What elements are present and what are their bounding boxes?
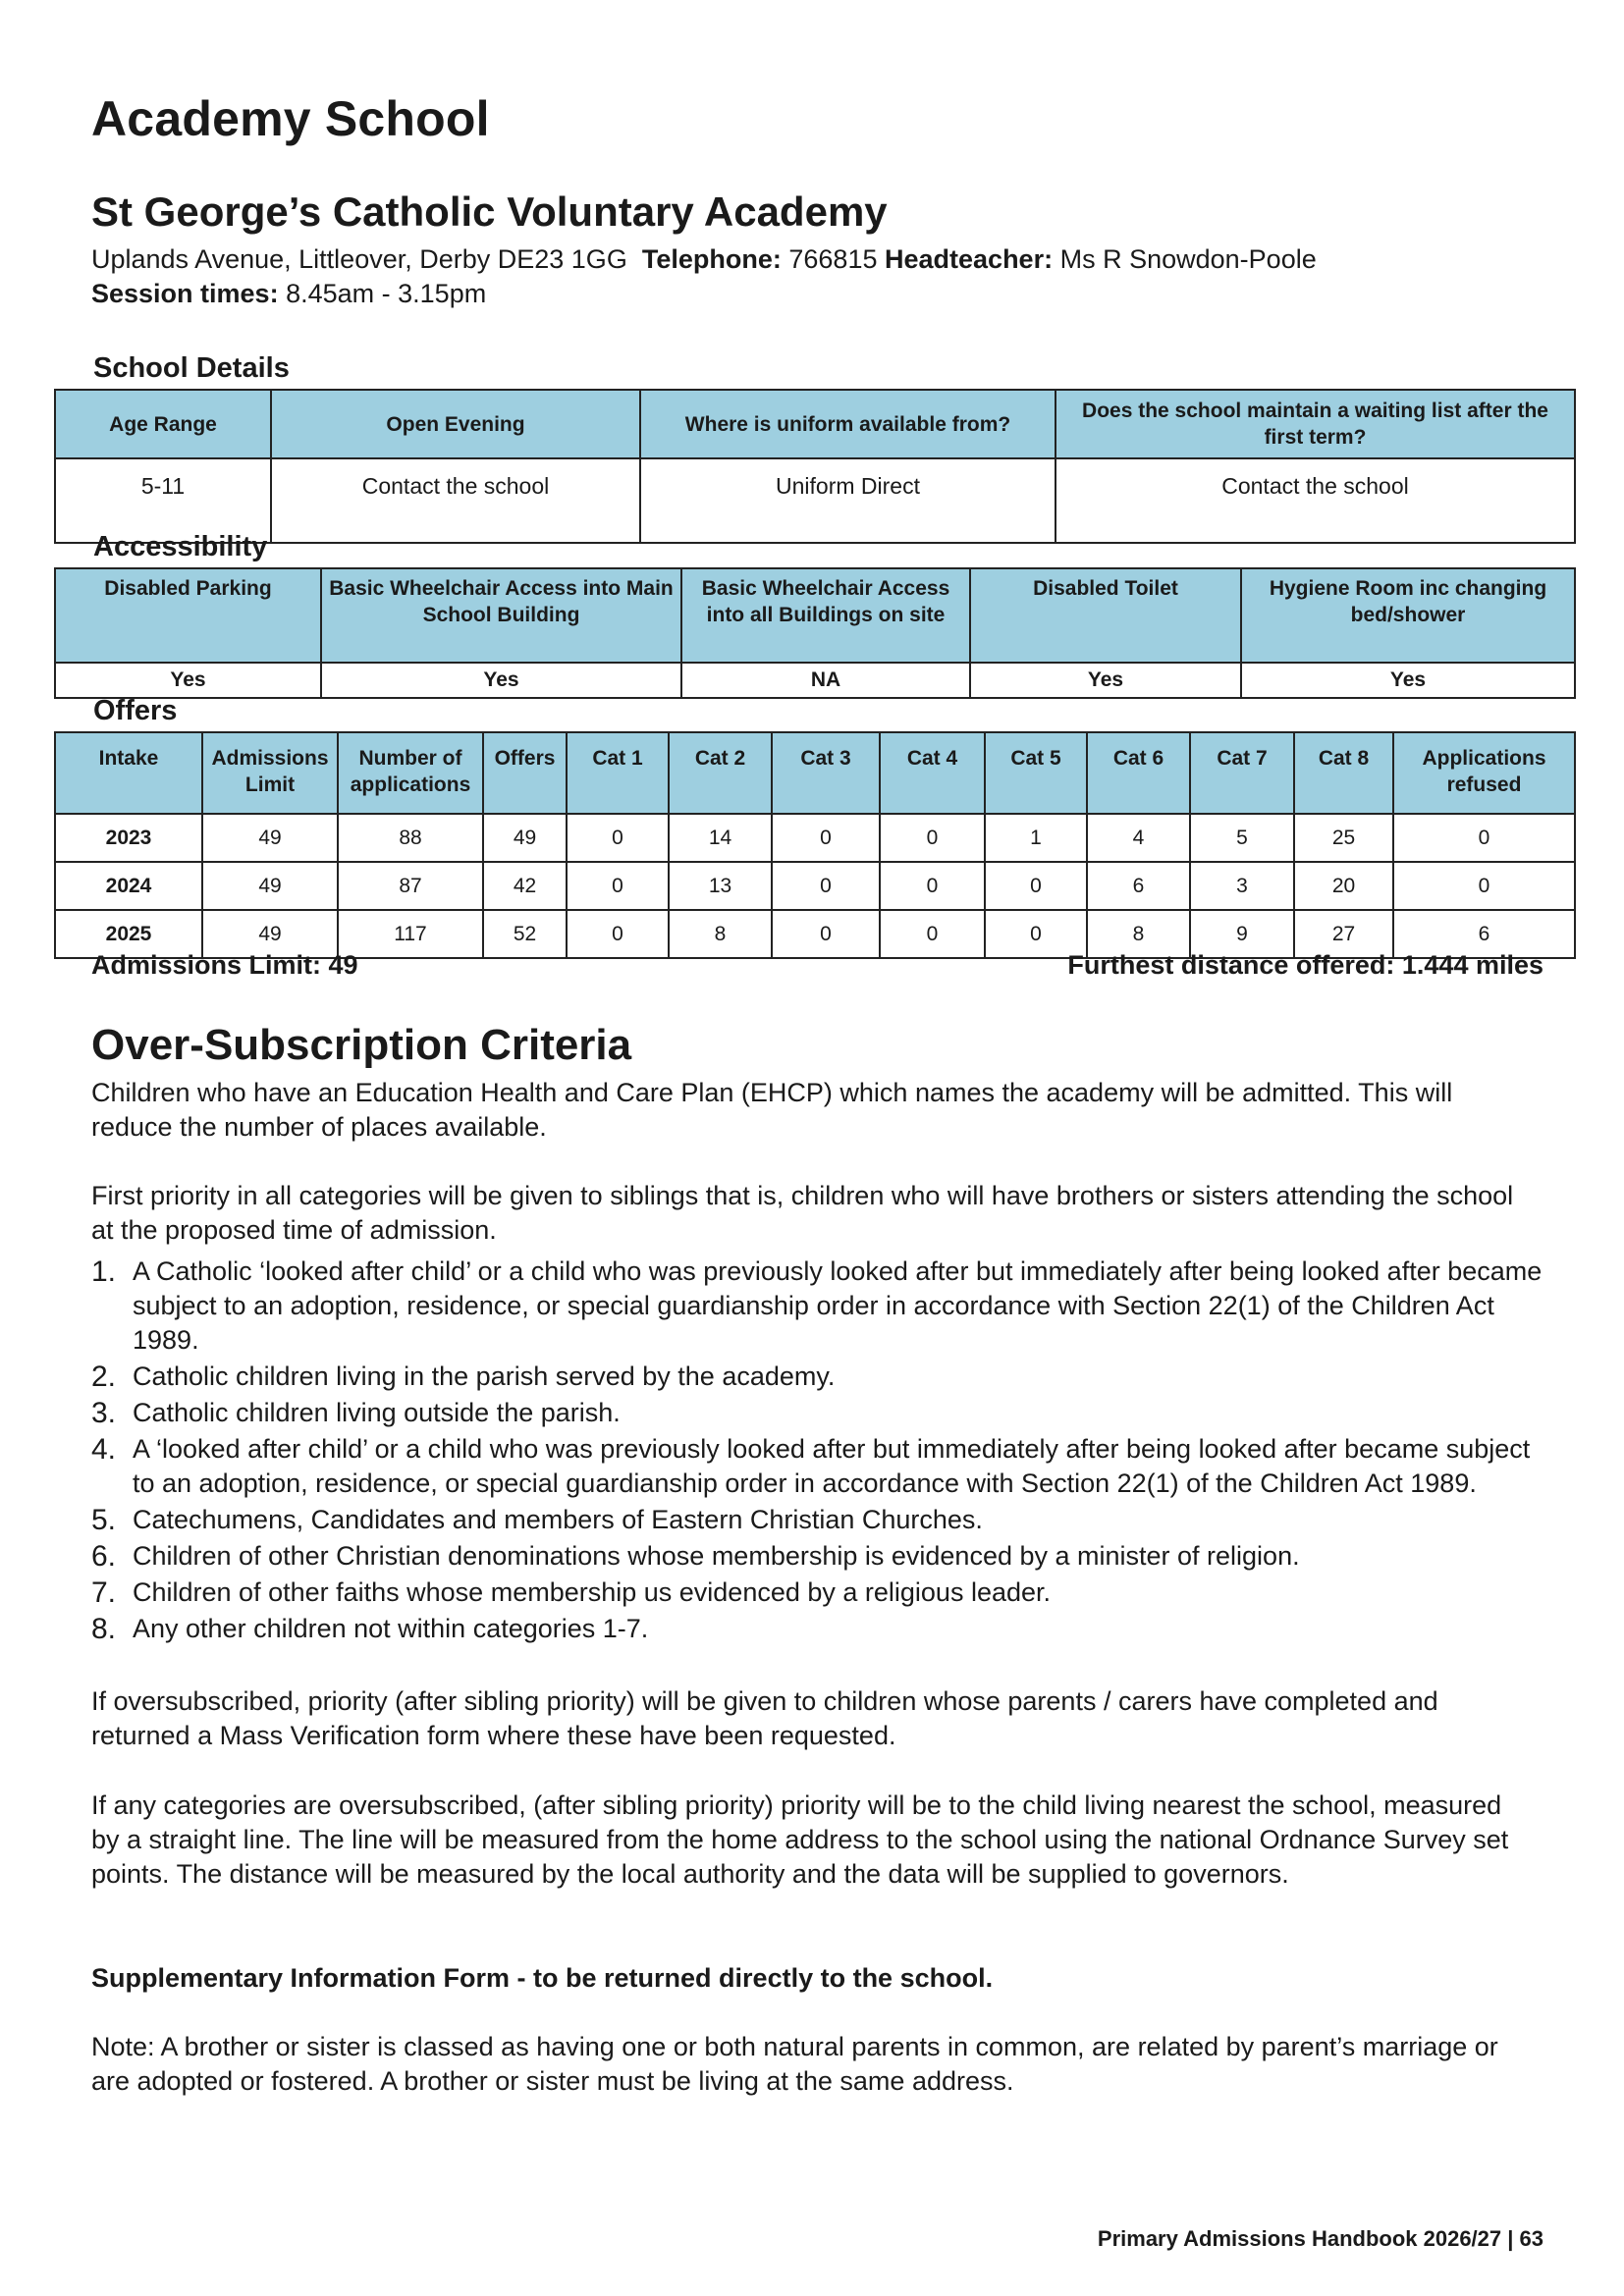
- telephone-label: Telephone:: [641, 244, 782, 274]
- session-label: Session times:: [91, 279, 279, 308]
- mass-verification-paragraph: If oversubscribed, priority (after sibling priority) will be given to children whose parents / carers have completed and returned a Mass Verification form where these have been requested.: [91, 1686, 1438, 1750]
- header-applications: Number of applications: [338, 732, 483, 814]
- cell-cat-1: 0: [567, 910, 669, 958]
- page-footer: Primary Admissions Handbook 2026/27 | 63: [1097, 2226, 1543, 2251]
- criteria-number: 1.: [91, 1255, 117, 1288]
- criteria-item-4: [91, 1432, 1544, 1501]
- cell-admissions-limit: 49: [202, 814, 338, 862]
- criteria-number: 4.: [91, 1433, 117, 1466]
- cell-offers: 52: [483, 910, 567, 958]
- value-uniform: Uniform Direct: [640, 458, 1056, 543]
- criteria-item-1: [91, 1255, 1544, 1358]
- offers-table: [54, 731, 1576, 959]
- header-disabled-parking: Disabled Parking: [55, 568, 321, 663]
- header-cat-5: Cat 5: [985, 732, 1087, 814]
- criteria-text: A ‘looked after child’ or a child who was previously looked after but immediately after being looked after became subject to an adoption, residence, or special guardianship order in accordance with Section 22(1) of the Children Act 1989.: [133, 1434, 1531, 1498]
- cell-intake: 2023: [55, 814, 202, 862]
- criteria-number: 2.: [91, 1361, 117, 1393]
- header-wheelchair-main: Basic Wheelchair Access into Main School Building: [321, 568, 681, 663]
- cell-admissions-limit: 49: [202, 862, 338, 910]
- header-waiting-list: Does the school maintain a waiting list after the first term?: [1056, 390, 1575, 458]
- header-cat-1: Cat 1: [567, 732, 669, 814]
- offers-label: Offers: [93, 695, 178, 726]
- cell-offers: 49: [483, 814, 567, 862]
- header-applications-refused: Applications refused: [1393, 732, 1575, 814]
- school-address: Uplands Avenue, Littleover, Derby DE23 1GG: [91, 244, 627, 274]
- cell-applications-refused: 0: [1393, 814, 1575, 862]
- distance-paragraph: If any categories are oversubscribed, (after sibling priority) priority will be to the child living nearest the school, measured by a straight line. The line will be measured from the home address to the school using the national Ordnance Survey set points. The distance will be measured by the local authority and the data will be supplied to governors.: [91, 1790, 1509, 1889]
- criteria-number: 5.: [91, 1504, 117, 1536]
- page-title: Academy School: [91, 91, 490, 146]
- cell-applications: 88: [338, 814, 483, 862]
- value-age-range: 5-11: [55, 458, 271, 543]
- school-name: St George’s Catholic Voluntary Academy: [91, 188, 888, 235]
- cell-cat-8: 25: [1294, 814, 1393, 862]
- cell-applications: 117: [338, 910, 483, 958]
- cell-cat-3: 0: [772, 862, 880, 910]
- school-details-header-row: [55, 390, 1575, 458]
- offers-row-2023: [55, 814, 1575, 862]
- session-line: [91, 277, 486, 310]
- value-disabled-toilet: Yes: [970, 663, 1241, 698]
- criteria-text: Catholic children living in the parish served by the academy.: [133, 1362, 836, 1391]
- criteria-intro-ehcp: Children who have an Education Health and Care Plan (EHCP) which names the academy will be admitted. This will reduce the number of places available.: [91, 1078, 1453, 1142]
- criteria-intro-siblings: First priority in all categories will be given to siblings that is, children who will have brothers or sisters attending the school at the proposed time of admission.: [91, 1181, 1514, 1245]
- cell-cat-2: 8: [669, 910, 772, 958]
- header-wheelchair-all: Basic Wheelchair Access into all Buildings on site: [681, 568, 970, 663]
- cell-applications-refused: 6: [1393, 910, 1575, 958]
- offers-row-2024: [55, 862, 1575, 910]
- accessibility-value-row: [55, 663, 1575, 698]
- cell-applications-refused: 0: [1393, 862, 1575, 910]
- header-cat-4: Cat 4: [880, 732, 985, 814]
- header-cat-8: Cat 8: [1294, 732, 1393, 814]
- cell-cat-8: 27: [1294, 910, 1393, 958]
- criteria-title: Over-Subscription Criteria: [91, 1021, 632, 1069]
- cell-intake: 2025: [55, 910, 202, 958]
- school-contact-line: [91, 242, 1317, 276]
- criteria-text: Catholic children living outside the parish.: [133, 1398, 621, 1427]
- cell-admissions-limit: 49: [202, 910, 338, 958]
- admissions-limit-note: Admissions Limit: 49: [91, 950, 358, 980]
- accessibility-header-row: [55, 568, 1575, 663]
- header-admissions-limit: Admissions Limit: [202, 732, 338, 814]
- cell-cat-4: 0: [880, 910, 985, 958]
- cell-cat-5: 0: [985, 862, 1087, 910]
- header-open-evening: Open Evening: [271, 390, 640, 458]
- header-age-range: Age Range: [55, 390, 271, 458]
- cell-cat-6: 6: [1087, 862, 1190, 910]
- accessibility-label: Accessibility: [93, 531, 268, 562]
- cell-cat-7: 3: [1190, 862, 1294, 910]
- criteria-item-7: [91, 1575, 1544, 1610]
- header-cat-7: Cat 7: [1190, 732, 1294, 814]
- accessibility-table: [54, 567, 1576, 699]
- school-details-value-row: [55, 458, 1575, 543]
- header-hygiene-room: Hygiene Room inc changing bed/shower: [1241, 568, 1575, 663]
- cell-cat-5: 0: [985, 910, 1087, 958]
- cell-cat-2: 13: [669, 862, 772, 910]
- cell-cat-1: 0: [567, 814, 669, 862]
- criteria-text: Children of other Christian denominations whose membership is evidenced by a minister of religion.: [133, 1541, 1300, 1571]
- cell-cat-6: 8: [1087, 910, 1190, 958]
- cell-cat-5: 1: [985, 814, 1087, 862]
- header-disabled-toilet: Disabled Toilet: [970, 568, 1241, 663]
- school-details-label: School Details: [93, 352, 290, 384]
- sibling-note: Note: A brother or sister is classed as having one or both natural parents in common, are related by parent’s marriage or are adopted or fostered. A brother or sister must be living at the same address.: [91, 2032, 1498, 2096]
- header-cat-3: Cat 3: [772, 732, 880, 814]
- offers-header-row: [55, 732, 1575, 814]
- value-open-evening: Contact the school: [271, 458, 640, 543]
- value-waiting-list: Contact the school: [1056, 458, 1575, 543]
- value-disabled-parking: Yes: [55, 663, 321, 698]
- furthest-distance-note: Furthest distance offered: 1.444 miles: [1067, 950, 1543, 980]
- header-uniform: Where is uniform available from?: [640, 390, 1056, 458]
- supplementary-form-note: Supplementary Information Form - to be returned directly to the school.: [91, 1963, 994, 1993]
- telephone-value: 766815: [788, 244, 878, 274]
- header-offers: Offers: [483, 732, 567, 814]
- header-cat-6: Cat 6: [1087, 732, 1190, 814]
- criteria-text: A Catholic ‘looked after child’ or a child who was previously looked after but immediately after being looked after became subject to an adoption, residence, or special guardianship order in accordance with Section 22(1) of the Children Act 1989.: [133, 1256, 1543, 1355]
- criteria-item-6: [91, 1539, 1544, 1574]
- criteria-item-8: [91, 1612, 1544, 1646]
- cell-intake: 2024: [55, 862, 202, 910]
- cell-cat-2: 14: [669, 814, 772, 862]
- criteria-text: Catechumens, Candidates and members of Eastern Christian Churches.: [133, 1505, 983, 1534]
- header-intake: Intake: [55, 732, 202, 814]
- cell-cat-4: 0: [880, 862, 985, 910]
- criteria-text: Children of other faiths whose membership us evidenced by a religious leader.: [133, 1577, 1052, 1607]
- cell-cat-1: 0: [567, 862, 669, 910]
- headteacher-label: Headteacher:: [885, 244, 1054, 274]
- value-wheelchair-main: Yes: [321, 663, 681, 698]
- cell-cat-8: 20: [1294, 862, 1393, 910]
- cell-cat-3: 0: [772, 814, 880, 862]
- criteria-item-2: [91, 1360, 1544, 1394]
- criteria-number: 3.: [91, 1397, 117, 1429]
- criteria-text: Any other children not within categories 1-7.: [133, 1614, 649, 1643]
- header-cat-2: Cat 2: [669, 732, 772, 814]
- criteria-number: 6.: [91, 1540, 117, 1573]
- cell-cat-3: 0: [772, 910, 880, 958]
- value-wheelchair-all: NA: [681, 663, 970, 698]
- school-details-table: [54, 389, 1576, 544]
- criteria-number: 8.: [91, 1613, 117, 1645]
- criteria-item-5: [91, 1503, 1544, 1537]
- session-value: 8.45am - 3.15pm: [286, 279, 487, 308]
- cell-applications: 87: [338, 862, 483, 910]
- cell-cat-6: 4: [1087, 814, 1190, 862]
- criteria-item-3: [91, 1396, 1544, 1430]
- criteria-list: [91, 1255, 1544, 1648]
- cell-cat-7: 5: [1190, 814, 1294, 862]
- criteria-number: 7.: [91, 1576, 117, 1609]
- cell-cat-7: 9: [1190, 910, 1294, 958]
- cell-offers: 42: [483, 862, 567, 910]
- cell-cat-4: 0: [880, 814, 985, 862]
- headteacher-value: Ms R Snowdon-Poole: [1059, 244, 1317, 274]
- value-hygiene-room: Yes: [1241, 663, 1575, 698]
